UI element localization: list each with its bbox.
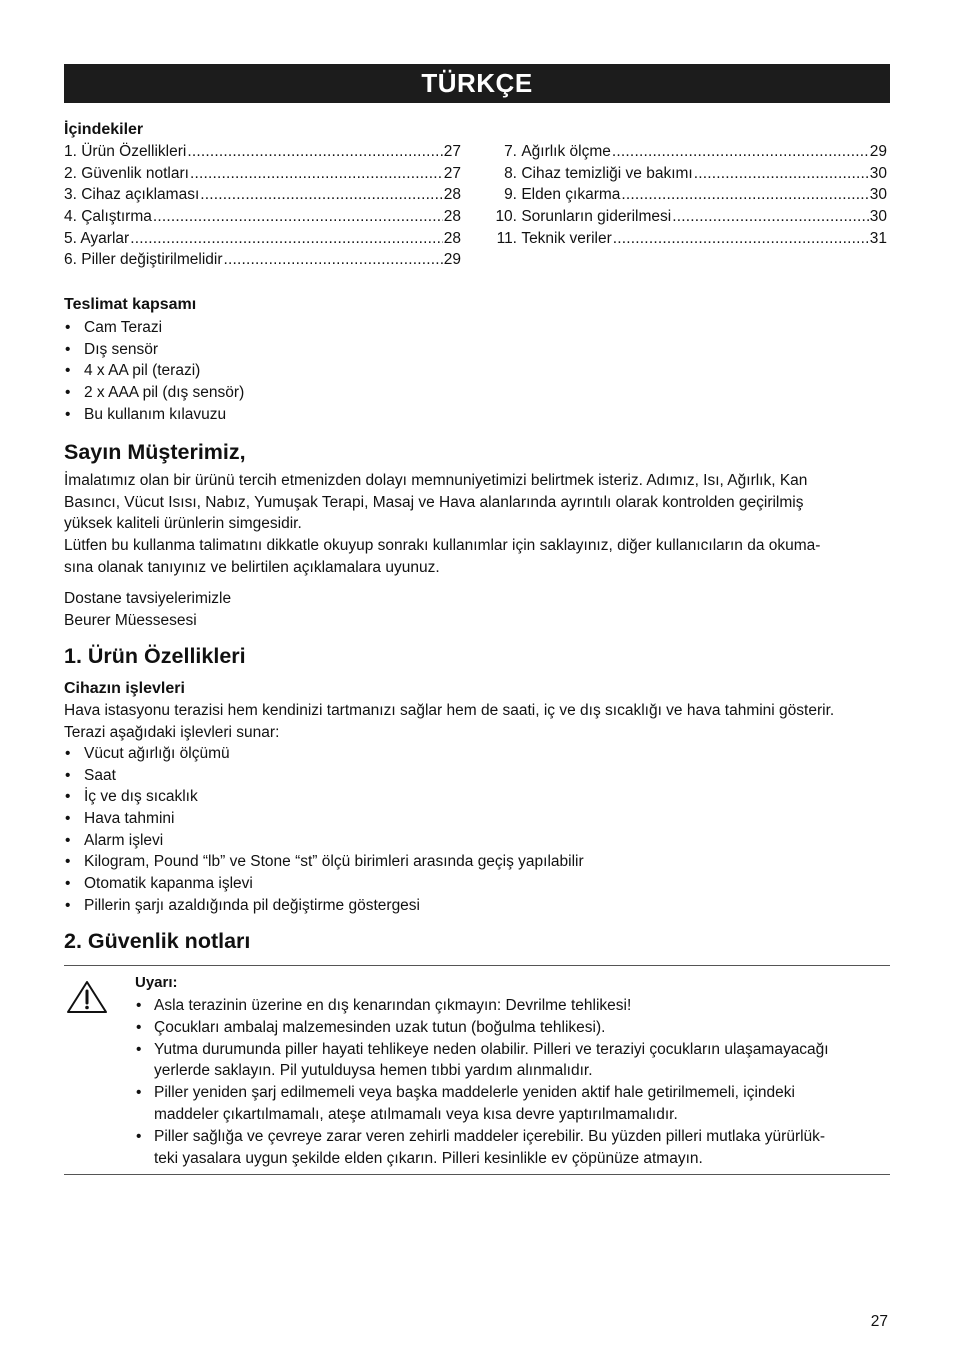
toc-entry-label: Ağırlık ölçme — [521, 143, 611, 160]
toc-entry-label: 1. Ürün Özellikleri — [64, 143, 187, 160]
toc-entry-page: 31 — [869, 229, 887, 247]
greeting-paragraph — [64, 470, 894, 579]
list-item: • Alarm işlevi — [64, 830, 584, 852]
page-number: 27 — [870, 1313, 888, 1330]
greeting-heading: Sayın Müşterimiz, — [64, 440, 246, 464]
warning-item — [135, 1017, 895, 1039]
list-item: • Dış sensör — [64, 339, 244, 361]
text-line: • Piller yeniden şarj edilmemeli veya başka maddelerle yeniden aktif hale getirilmemeli, içindeki — [154, 1084, 795, 1102]
closing-line: Dostane tavsiyelerimizle — [64, 590, 232, 607]
text-line: sına olanak tanıyınız ve belirtilen açıklamalara uyunuz. — [64, 558, 440, 576]
section-2-heading: 2. Güvenlik notları — [64, 929, 251, 953]
toc-entry[interactable] — [64, 249, 461, 271]
text-line: yerlerde saklayın. Pil yutulduysa hemen tıbbi yardım alınmalıdır. — [154, 1062, 593, 1080]
toc-entry-number: 7. — [504, 143, 517, 160]
text-line: Terazi aşağıdaki işlevleri sunar: — [64, 723, 280, 741]
toc-entry-label: Teknik veriler — [521, 229, 612, 247]
warning-item — [135, 1039, 895, 1083]
section-1-subheading: Cihazın işlevleri — [64, 680, 185, 697]
toc-entry[interactable] — [489, 206, 887, 228]
warning-item — [135, 1082, 895, 1126]
toc-entry-page: 30 — [869, 164, 887, 182]
text-line: • Yutma durumunda piller hayati tehlikeye neden olabilir. Pilleri ve teraziyi çocukların ulaşamayacağı — [154, 1040, 829, 1058]
text-line: teki yasalara uygun şekilde elden çıkarın. Pilleri kesinlikle ev çöpünüze atmayın. — [154, 1149, 703, 1167]
list-item: • İç ve dış sıcaklık — [64, 786, 584, 808]
list-item: • Bu kullanım kılavuzu — [64, 404, 244, 426]
toc-entry-label: Cihaz temizliği ve bakımı — [521, 164, 693, 182]
toc-leader-dots — [621, 184, 868, 206]
divider — [64, 965, 890, 966]
toc-entry-page: 30 — [869, 208, 887, 226]
features-list — [64, 743, 584, 917]
toc-entry-number: 8. — [504, 164, 517, 182]
toc-entry-label: 6. Piller değiştirilmelidir — [64, 251, 223, 269]
toc-leader-dots — [612, 141, 869, 163]
text-line: • Çocukları ambalaj malzemesinden uzak tutun (boğulma tehlikesi). — [154, 1018, 606, 1036]
text-line: Hava istasyonu terazisi hem kendinizi tartmanızı sağlar hem de saati, iç ve dış sıcaklığı ve hava tahmini gösterir. — [64, 702, 835, 719]
toc-entry[interactable] — [64, 206, 461, 228]
list-item: • Otomatik kapanma işlevi — [64, 873, 584, 895]
divider — [64, 1174, 890, 1175]
toc-entry-page: 29 — [443, 251, 461, 269]
toc-entry-label: 2. Güvenlik notları — [64, 164, 189, 182]
section-1-heading: 1. Ürün Özellikleri — [64, 644, 246, 668]
toc-entry[interactable] — [64, 163, 461, 185]
toc-leader-dots — [694, 163, 869, 185]
toc-entry[interactable] — [64, 141, 461, 163]
delivery-list — [64, 317, 244, 425]
text-line: Lütfen bu kullanma talimatını dikkatle okuyup sonrakı kullanımlar için saklayınız, diğer kullanıcıların da okuma- — [64, 537, 821, 555]
toc-entry[interactable] — [489, 228, 887, 250]
toc-leader-dots — [224, 249, 443, 271]
list-item: • 2 x AAA pil (dış sensör) — [64, 382, 244, 404]
list-item: • Vücut ağırlığı ölçümü — [64, 743, 584, 765]
section-1-intro — [64, 700, 894, 743]
toc-leader-dots — [153, 206, 443, 228]
warning-triangle-icon — [66, 980, 108, 1014]
toc-title: İçindekiler — [64, 121, 144, 138]
toc-entry-label: Sorunların giderilmesi — [521, 208, 672, 226]
toc-leader-dots — [672, 206, 869, 228]
toc-entry[interactable] — [489, 141, 887, 163]
toc-entry-page: 28 — [443, 186, 461, 204]
list-item: • Hava tahmini — [64, 808, 584, 830]
warning-list — [135, 995, 895, 1169]
toc-leader-dots — [187, 141, 442, 163]
toc-entry-page: 29 — [869, 143, 887, 160]
text-line: İmalatımız olan bir ürünü tercih etmenizden dolayı memnuniyetimizi belirtmek isteriz. Adımız, Isı, Ağırlık, Kan — [64, 472, 808, 489]
toc-right-column — [489, 141, 887, 249]
warning-item — [135, 1126, 895, 1170]
delivery-title: Teslimat kapsamı — [64, 296, 197, 313]
toc-leader-dots — [200, 184, 443, 206]
text-line: maddeler çıkartılmamalı, ateşe atılmamalı veya kısa devre yaptırılmamalıdır. — [154, 1105, 678, 1123]
toc-entry-page: 27 — [443, 164, 461, 182]
list-item: • Saat — [64, 765, 584, 787]
list-item: • Pillerin şarjı azaldığında pil değiştirme göstergesi — [64, 895, 584, 917]
warning-item — [135, 995, 895, 1017]
text-line: • Piller sağlığa ve çevreye zarar veren zehirli maddeler içerebilir. Bu yüzden pilleri mutlaka yürürlük- — [154, 1127, 826, 1145]
toc-leader-dots — [613, 228, 869, 250]
toc-entry[interactable] — [489, 163, 887, 185]
toc-entry-number: 10. — [495, 208, 517, 226]
list-item: • Cam Terazi — [64, 317, 244, 339]
language-banner — [64, 64, 890, 103]
greeting-closing — [64, 588, 894, 631]
list-item: • 4 x AA pil (terazi) — [64, 360, 244, 382]
toc-entry[interactable] — [489, 184, 887, 206]
toc-entry-number: 11. — [496, 229, 517, 247]
toc-entry-label: 5. Ayarlar — [64, 229, 130, 247]
toc-entry-page: 28 — [443, 229, 461, 247]
toc-entry-label: 4. Çalıştırma — [64, 208, 152, 226]
text-line: Basıncı, Vücut Isısı, Nabız, Yumuşak Terapi, Masaj ve Hava alanlarında ayrıntılı olarak kontrolden geçirilmiş — [64, 493, 804, 511]
toc-entry-page: 27 — [443, 143, 461, 160]
toc-entry-number: 9. — [504, 186, 517, 204]
toc-entry-label: Elden çıkarma — [521, 186, 621, 204]
banner-title: TÜRKÇE — [421, 68, 533, 98]
toc-entry[interactable] — [64, 184, 461, 206]
toc-entry-page: 28 — [443, 208, 461, 226]
toc-entry-label: 3. Cihaz açıklaması — [64, 186, 200, 204]
list-item: • Kilogram, Pound “lb” ve Stone “st” ölçü birimleri arasında geçiş yapılabilir — [64, 851, 584, 873]
signature-line: Beurer Müessesesi — [64, 611, 197, 629]
warning-title: Uyarı: — [135, 974, 178, 991]
toc-left-column — [64, 141, 461, 271]
toc-leader-dots — [190, 163, 443, 185]
toc-leader-dots — [130, 228, 443, 250]
toc-entry[interactable] — [64, 228, 461, 250]
text-line: • Asla terazinin üzerine en dış kenarından çıkmayın: Devrilme tehlikesi! — [154, 997, 632, 1014]
text-line: yüksek kaliteli ürünlerin simgesidir. — [64, 515, 302, 533]
toc-entry-page: 30 — [869, 186, 887, 204]
